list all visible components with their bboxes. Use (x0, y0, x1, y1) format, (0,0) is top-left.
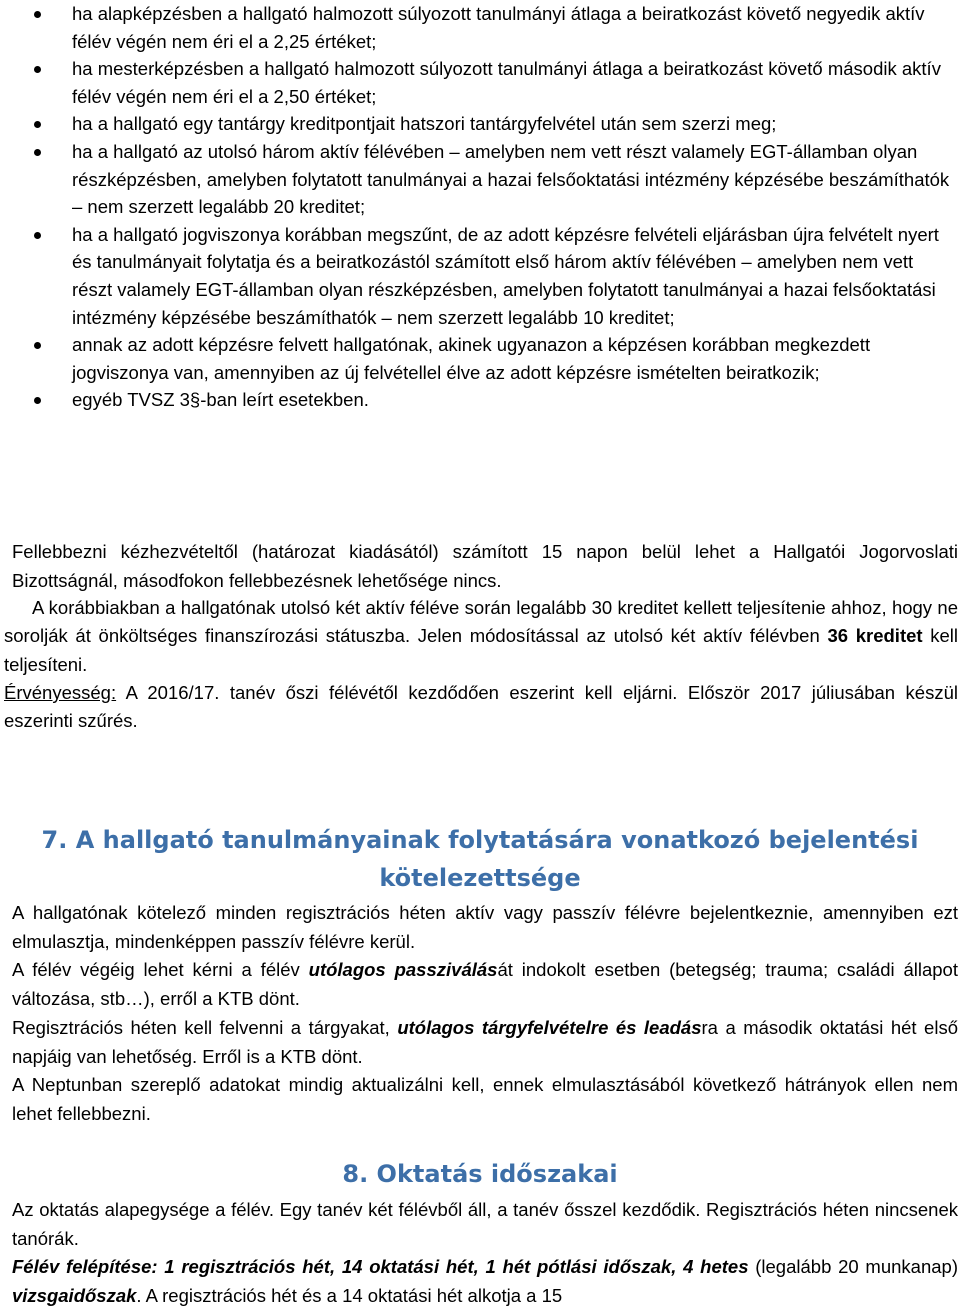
section-8-body (12, 1196, 958, 1311)
course-registration-paragraph: Regisztrációs héten kell felvenni a tárgyakat, utólagos tárgyfelvételre és leadásra a második oktatási hét első napjáig van lehetőség. Erről is a KTB dönt. (12, 1016, 958, 1067)
list-item: ha mesterképzésben a hallgató halmozott súlyozott tanulmányi átlaga a beiratkozást követő második aktív félév végén nem éri el a 2,50 értéket; (28, 55, 958, 110)
exclusion-conditions-list (28, 0, 958, 414)
list-item: ha a hallgató jogviszonya korábban megszűnt, de az adott képzésre felvételi eljárásban újra felvételt nyert és tanulmányait folytatja és a beiratkozástól számított első három aktív félévében – amelyben nem vett részt valamely EGT-államban olyan részképzésben, amelyben folytatott tanulmányai a hazai felsőoktatási intézmény képzésébe beszámíthatók – nem szerzett legalább 10 kreditet; (28, 221, 958, 331)
bullet-dot (34, 121, 41, 128)
bullet-dot (34, 342, 41, 349)
bullet-dot (34, 232, 41, 239)
bullet-dot (34, 11, 41, 18)
section-number: 7. (41, 826, 68, 854)
validity-paragraph: Érvényesség: A 2016/17. tanév őszi félévétől kezdődően eszerint kell eljárni. Először 2017 júliusában készül eszerinti szűrés. (4, 682, 958, 732)
list-item: ha alapképzésben a hallgató halmozott súlyozott tanulmányi átlaga a beiratkozást követő negyedik aktív félév végén nem éri el a 2,25 értéket; (28, 0, 958, 55)
semester-structure-paragraph: Félév felépítése: 1 regisztrációs hét, 14 oktatási hét, 1 hét pótlási időszak, 4 hetes (legalább 20 munkanap) vizsgaidőszak. A regisztrációs hét és a 14 oktatási hét alkotja a 15 (12, 1256, 958, 1307)
credit-change-paragraph: A korábbiakban a hallgatónak utolsó két aktív féléve során legalább 30 kreditet kellett teljesítenie ahhoz, hogy ne sorolják át önköltséges finanszírozási státuszba. Jelen módosítással az utolsó két aktív félévben 36 kreditet kell teljesíteni. (4, 597, 959, 675)
bullet-dot (34, 397, 41, 404)
bullet-dot (34, 149, 41, 156)
list-item: ha a hallgató az utolsó három aktív félévében – amelyben nem vett részt valamely EGT-államban olyan részképzésben, amelyben folytatott tanulmányai a hazai felsőoktatási intézmény képzésébe beszámíthatók – nem szerzett legalább 20 kreditet; (28, 138, 958, 221)
bullet-dot (34, 66, 41, 73)
semester-paragraph: Az oktatás alapegysége a félév. Egy tanév két félévből áll, a tanév ősszel kezdődik. Regisztrációs héten nincsenek tanórák. (12, 1199, 958, 1249)
list-item: egyéb TVSZ 3§-ban leírt esetekben. (28, 386, 958, 414)
appeal-paragraph: Fellebbezni kézhezvételtől (határozat kiadásától) számított 15 napon belül lehet a Hallgatói Jogorvoslati Bizottságnál, másodfokon fellebbezésnek lehetősége nincs. (12, 541, 958, 591)
validity-label: Érvényesség: (4, 682, 117, 703)
passivation-paragraph: A félév végéig lehet kérni a félév utólagos passziválását indokolt esetben (betegség; trauma; családi állapot változása, stb…), erről a KTB dönt. (12, 959, 958, 1010)
section-7-body (12, 899, 958, 1129)
section-number: 8. (342, 1160, 369, 1188)
neptun-paragraph: A Neptunban szereplő adatokat mindig aktualizálni kell, ennek elmulasztásából következő hátrányok ellen nem lehet fellebbezni. (12, 1074, 958, 1124)
list-item: annak az adott képzésre felvett hallgatónak, akinek ugyanazon a képzésen korábban megkezdett jogviszonya van, amennyiben az új felvétellel élve az adott képzésre ismételten beiratkozik; (28, 331, 958, 386)
list-item: ha a hallgató egy tantárgy kreditpontjait hatszori tantárgyfelvétel után sem szerzi meg; (28, 110, 958, 138)
section-8-heading: 8. Oktatás időszakai (342, 1160, 618, 1188)
registration-paragraph: A hallgatónak kötelező minden regisztrációs héten aktív vagy passzív félévre bejelentkeznie, amennyiben ezt elmulasztja, mindenképpen passzív félévre kerül. (12, 902, 958, 952)
section-7-heading: 7. A hallgató tanulmányainak folytatására vonatkozó bejelentési kötelezettsége (41, 826, 919, 892)
